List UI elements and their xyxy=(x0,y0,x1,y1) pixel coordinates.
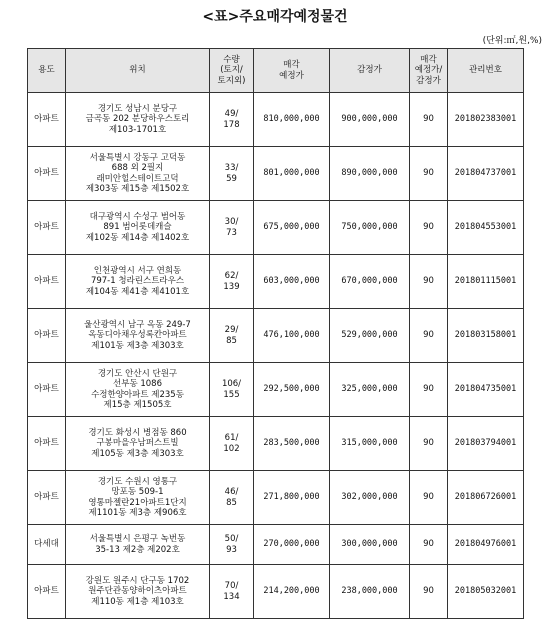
cell-ratio: 90 xyxy=(410,255,448,309)
cell-use: 아파트 xyxy=(28,363,66,417)
cell-sale-price: 603,000,000 xyxy=(254,255,330,309)
table-row xyxy=(28,417,524,471)
qty-line: 85 xyxy=(226,335,237,346)
location-line: 래미안힐스테이트고덕 xyxy=(96,173,179,184)
cell-location xyxy=(66,417,210,471)
location-line: 선부동 1086 xyxy=(113,379,162,389)
cell-sale-price: 810,000,000 xyxy=(254,93,330,147)
qty-line: 102 xyxy=(223,443,240,454)
cell-location xyxy=(66,471,210,525)
qty-line: 70/ xyxy=(224,581,239,591)
table-row xyxy=(28,565,524,619)
cell-location xyxy=(66,147,210,201)
cell-location xyxy=(66,525,210,565)
location-line: 688 외 2필지 xyxy=(111,163,164,173)
cell-use: 아파트 xyxy=(28,471,66,525)
location-line: 강원도 원주시 단구동 1702 xyxy=(85,575,190,586)
cell-location xyxy=(66,363,210,417)
cell-ratio: 90 xyxy=(410,309,448,363)
cell-use: 아파트 xyxy=(28,255,66,309)
table-row xyxy=(28,147,524,201)
qty-line: 155 xyxy=(223,389,240,400)
location-line: 35-13 제2층 제202호 xyxy=(95,544,180,555)
header-ratio-line: 예정가/ xyxy=(414,65,443,76)
location-line: 영통마젤란21아파트1단지 xyxy=(88,497,187,508)
cell-ratio: 90 xyxy=(410,525,448,565)
header-qty-line: 수량 xyxy=(223,54,240,65)
cell-appraisal: 529,000,000 xyxy=(330,309,410,363)
cell-sale-price: 476,100,000 xyxy=(254,309,330,363)
qty-line: 134 xyxy=(223,591,240,602)
table-body xyxy=(28,93,524,619)
cell-mgmt-no: 201802383001 xyxy=(448,93,524,147)
cell-sale-price: 801,000,000 xyxy=(254,147,330,201)
table-row xyxy=(28,363,524,417)
cell-mgmt-no: 201803794001 xyxy=(448,417,524,471)
qty-line: 49/ xyxy=(224,109,239,119)
cell-ratio: 90 xyxy=(410,363,448,417)
cell-qty xyxy=(210,525,254,565)
cell-use: 아파트 xyxy=(28,93,66,147)
location-line: 제1101동 제3층 제906호 xyxy=(88,508,187,518)
location-line: 제303동 제15층 제1502호 xyxy=(85,184,190,194)
qty-line: 106/ xyxy=(221,379,242,389)
cell-qty xyxy=(210,93,254,147)
header-location: 위치 xyxy=(66,49,210,93)
cell-ratio: 90 xyxy=(410,201,448,255)
cell-location xyxy=(66,255,210,309)
cell-appraisal: 750,000,000 xyxy=(330,201,410,255)
location-line: 제104동 제41층 제4101호 xyxy=(85,286,190,297)
page-title: <표>주요매각예정물건 xyxy=(202,9,348,25)
cell-mgmt-no: 201804737001 xyxy=(448,147,524,201)
cell-use: 아파트 xyxy=(28,201,66,255)
cell-use: 아파트 xyxy=(28,147,66,201)
cell-use: 다세대 xyxy=(28,525,66,565)
header-ratio xyxy=(410,49,448,93)
qty-line: 33/ xyxy=(224,163,239,173)
qty-line: 59 xyxy=(226,173,237,184)
qty-line: 46/ xyxy=(224,487,239,497)
header-appraisal: 감정가 xyxy=(330,49,410,93)
location-line: 서울특별시 은평구 녹번동 xyxy=(89,534,186,544)
qty-line: 50/ xyxy=(224,534,239,544)
cell-qty xyxy=(210,471,254,525)
qty-line: 30/ xyxy=(224,217,239,227)
location-line: 원주단관동양하이츠아파트 xyxy=(88,586,187,597)
qty-line: 178 xyxy=(223,119,240,130)
header-sale-line: 예정가 xyxy=(279,70,304,81)
header-ratio-line: 감정가 xyxy=(416,75,441,86)
cell-qty xyxy=(210,201,254,255)
cell-location xyxy=(66,93,210,147)
location-line: 경기도 안산시 단원구 xyxy=(97,368,178,379)
location-line: 제103-1701호 xyxy=(108,124,167,135)
location-line: 경기도 성남시 분당구 xyxy=(97,103,178,114)
table-row xyxy=(28,93,524,147)
cell-appraisal: 315,000,000 xyxy=(330,417,410,471)
unit-label: (단위:㎡,원,%) xyxy=(482,36,542,46)
cell-qty xyxy=(210,255,254,309)
header-ratio-line: 매각 xyxy=(420,54,437,65)
location-line: 대구광역시 수성구 범어동 xyxy=(89,211,186,222)
cell-qty xyxy=(210,147,254,201)
header-sale-price xyxy=(254,49,330,93)
cell-sale-price: 214,200,000 xyxy=(254,565,330,619)
location-line: 891 범어롯데캐슬 xyxy=(103,222,172,233)
cell-use: 아파트 xyxy=(28,565,66,619)
cell-mgmt-no: 201806726001 xyxy=(448,471,524,525)
cell-appraisal: 300,000,000 xyxy=(330,525,410,565)
qty-line: 93 xyxy=(226,544,237,555)
header-sale-line: 매각 xyxy=(283,60,300,70)
cell-appraisal: 900,000,000 xyxy=(330,93,410,147)
location-line: 제105동 제3층 제303호 xyxy=(91,448,184,459)
location-line: 제110동 제1층 제103호 xyxy=(91,596,184,607)
cell-qty xyxy=(210,565,254,619)
cell-mgmt-no: 201801115001 xyxy=(448,255,524,309)
cell-ratio: 90 xyxy=(410,471,448,525)
cell-mgmt-no: 201805032001 xyxy=(448,565,524,619)
cell-appraisal: 890,000,000 xyxy=(330,147,410,201)
location-line: 울산광역시 남구 옥동 249-7 xyxy=(84,319,191,330)
cell-ratio: 90 xyxy=(410,93,448,147)
location-line: 서울특별시 강동구 고덕동 xyxy=(89,152,186,163)
cell-location xyxy=(66,201,210,255)
qty-line: 62/ xyxy=(224,271,239,281)
table-row xyxy=(28,471,524,525)
header-qty-line: (토지/ xyxy=(220,65,243,76)
cell-sale-price: 675,000,000 xyxy=(254,201,330,255)
cell-qty xyxy=(210,417,254,471)
table-row xyxy=(28,255,524,309)
location-line: 수정한양아파트 제235동 xyxy=(91,389,184,400)
table-row xyxy=(28,201,524,255)
cell-sale-price: 283,500,000 xyxy=(254,417,330,471)
cell-mgmt-no: 201804735001 xyxy=(448,363,524,417)
qty-line: 73 xyxy=(226,227,237,238)
cell-use: 아파트 xyxy=(28,309,66,363)
property-table xyxy=(27,48,524,619)
location-line: 구봉마을우남퍼스트빌 xyxy=(96,438,179,449)
qty-line: 85 xyxy=(226,497,237,508)
cell-appraisal: 670,000,000 xyxy=(330,255,410,309)
cell-location xyxy=(66,565,210,619)
table-row xyxy=(28,309,524,363)
header-use: 용도 xyxy=(28,49,66,93)
cell-qty xyxy=(210,309,254,363)
location-line: 경기도 화성시 병점동 860 xyxy=(88,427,187,438)
qty-line: 139 xyxy=(223,281,240,292)
cell-appraisal: 302,000,000 xyxy=(330,471,410,525)
location-line: 제15층 제1505호 xyxy=(103,400,172,410)
cell-qty xyxy=(210,363,254,417)
location-line: 인천광역시 서구 연희동 xyxy=(93,265,182,276)
header-qty-line: 토지외) xyxy=(217,75,246,86)
cell-ratio: 90 xyxy=(410,565,448,619)
cell-ratio: 90 xyxy=(410,147,448,201)
qty-line: 61/ xyxy=(224,433,239,443)
cell-sale-price: 271,800,000 xyxy=(254,471,330,525)
location-line: 옥동디아채우성록칸아파트 xyxy=(88,330,187,341)
cell-sale-price: 270,000,000 xyxy=(254,525,330,565)
location-line: 797-1 청라린스트라우스 xyxy=(90,276,185,287)
qty-line: 29/ xyxy=(224,325,239,335)
cell-ratio: 90 xyxy=(410,417,448,471)
cell-sale-price: 292,500,000 xyxy=(254,363,330,417)
table-header-row xyxy=(28,49,524,93)
location-line: 망포동 509-1 xyxy=(111,487,164,497)
location-line: 금곡동 202 분당하우스토리 xyxy=(85,114,190,125)
cell-location xyxy=(66,309,210,363)
table-row xyxy=(28,525,524,565)
location-line: 경기도 수원시 영통구 xyxy=(97,476,178,487)
location-line: 제101동 제3층 제303호 xyxy=(91,340,184,351)
header-qty xyxy=(210,49,254,93)
cell-appraisal: 238,000,000 xyxy=(330,565,410,619)
cell-mgmt-no: 201803158001 xyxy=(448,309,524,363)
header-mgmt-no: 관리번호 xyxy=(448,49,524,93)
cell-mgmt-no: 201804976001 xyxy=(448,525,524,565)
cell-mgmt-no: 201804553001 xyxy=(448,201,524,255)
cell-appraisal: 325,000,000 xyxy=(330,363,410,417)
cell-use: 아파트 xyxy=(28,417,66,471)
location-line: 제102동 제14층 제1402호 xyxy=(85,232,190,243)
